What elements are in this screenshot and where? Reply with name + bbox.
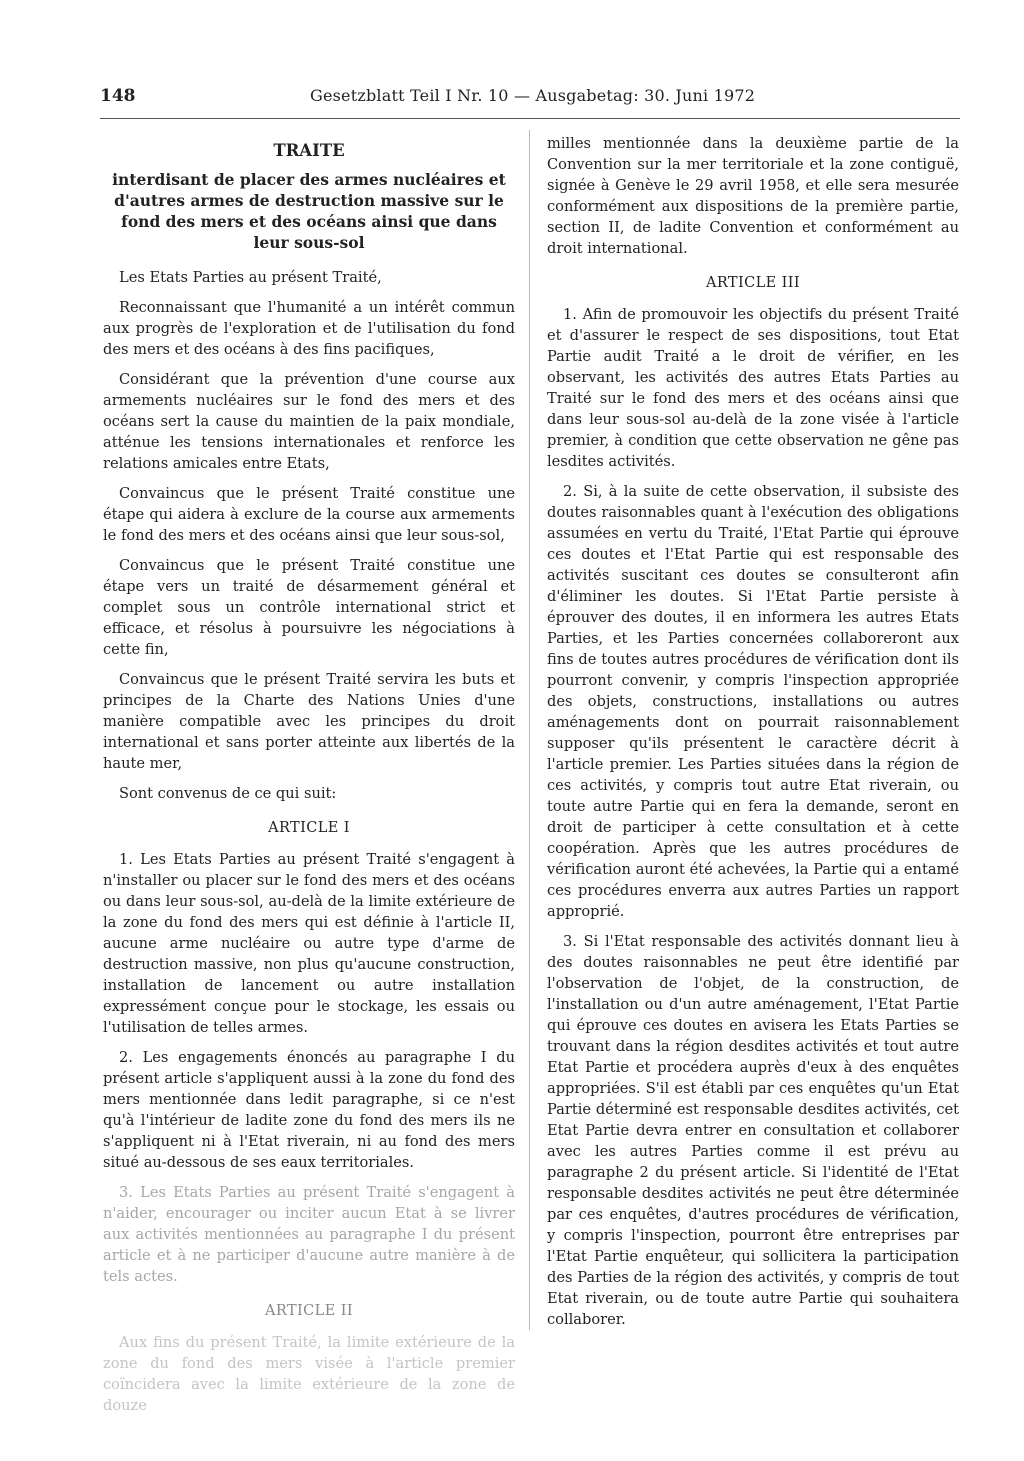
preamble-paragraph: Reconnaissant que l'humanité a un intérêt commun aux progrès de l'exploration et de l'utilisation du fond des mers et des océans à des fins pacifiques,: [103, 299, 515, 358]
right-column: [547, 133, 959, 1339]
agreement-line: Sont convenus de ce qui suit:: [119, 785, 337, 802]
preamble-intro: Les Etats Parties au présent Traité,: [119, 269, 382, 286]
article-heading: ARTICLE I: [268, 820, 350, 836]
running-head: Gesetzblatt Teil I Nr. 10 — Ausgabetag: 30. Juni 1972: [310, 86, 756, 105]
treaty-title: TRAITE: [273, 141, 345, 160]
article-paragraph: 1. Afin de promouvoir les objectifs du présent Traité et d'assurer le respect de ses dispositions, tout Etat Partie audit Traité a le droit de vérifier, en les observant, les activités des autres Etats Parties au Traité sur le fond des mers et des océans ainsi que dans leur sous-sol au-delà de la zone visée à l'article premier, à condition que cette observation ne gêne pas lesdites activités.: [547, 306, 959, 470]
article-paragraph: Aux fins du présent Traité, la limite extérieure de la zone du fond des mers visée à l'article premier coïncidera avec la limite extérieure de la zone de douze: [103, 1334, 515, 1414]
article-heading: ARTICLE II: [265, 1303, 353, 1319]
article-heading: ARTICLE III: [705, 275, 801, 291]
page-header: [100, 86, 960, 112]
preamble-paragraph: Convaincus que le présent Traité constitue une étape qui aidera à exclure de la course aux armements le fond des mers et des océans ainsi que leur sous-sol,: [103, 485, 515, 544]
article-paragraph: 3. Si l'Etat responsable des activités donnant lieu à des doutes raisonnables ne peut être identifié par l'observation de l'objet, de la construction, de l'installation ou d'un autre aménagement, l'Etat Partie qui éprouve ces doutes en avisera les Etats Parties se trouvant dans la région desdites activités et tout autre Etat Partie et procédera auprès d'eux à des enquêtes appropriées. S'il est établi par ces enquêtes qu'un Etat Partie déterminé est responsable desdites activités, cet Etat Partie devra entrer en consultation et collaborer avec les autres Parties comme il est prévu au paragraphe 2 du présent article. Si l'identité de l'Etat responsable desdites activités ne peut être déterminée par ces enquêtes, d'autres procédures de vérification, y compris l'inspection, pourront être entreprises par l'Etat Partie enquêteur, qui sollicitera la participation des Parties de la région des activités, y compris de tout Etat riverain, ou de toute autre Partie qui souhaitera collaborer.: [547, 933, 959, 1328]
header-rule: [100, 118, 960, 119]
column-divider: [529, 130, 530, 1330]
continued-paragraph: milles mentionnée dans la deuxième partie de la Convention sur la mer territoriale et la zone contiguë, signée à Genève le 29 avril 1958, et elle sera mesurée conformément aux dispositions de la première partie, section II, de ladite Convention et conformément au droit international.: [547, 135, 959, 257]
article-paragraph: 2. Les engagements énoncés au paragraphe I du présent article s'appliquent aussi à la zone du fond des mers mentionnée dans ledit paragraphe, si ce n'est qu'à l'intérieur de ladite zone du fond des mers ils ne s'appliquent ni à l'Etat riverain, ni au fond des mers situé au-dessous de ses eaux territoriales.: [103, 1049, 515, 1171]
treaty-subtitle: interdisant de placer des armes nucléaires et d'autres armes de destruction massive sur le fond des mers et des océans ainsi que dans leur sous-sol: [112, 170, 506, 252]
page-number: 148: [100, 86, 136, 106]
preamble-paragraph: Considérant que la prévention d'une course aux armements nucléaires sur le fond des mers et des océans sert la cause du maintien de la paix mondiale, atténue les tensions internationales et renforce les relations amicales entre Etats,: [103, 371, 515, 472]
preamble-paragraph: Convaincus que le présent Traité servira les buts et principes de la Charte des Nations Unies d'une manière compatible avec les principes du droit international et sans porter atteinte aux libertés de la haute mer,: [103, 671, 515, 772]
preamble-paragraph: Convaincus que le présent Traité constitue une étape vers un traité de désarmement général et complet sous un contrôle international strict et efficace, et résolus à poursuivre les négociations à cette fin,: [103, 557, 515, 658]
left-column: [103, 140, 515, 1425]
article-paragraph: 3. Les Etats Parties au présent Traité s'engagent à n'aider, encourager ou inciter aucun Etat à se livrer aux activités mentionnées au paragraphe I du présent article et à ne participer d'aucune autre manière à de tels actes.: [103, 1184, 515, 1285]
article-paragraph: 1. Les Etats Parties au présent Traité s'engagent à n'installer ou placer sur le fond des mers et des océans ou dans leur sous-sol, au-delà de la limite extérieure de la zone du fond des mers qui est définie à l'article II, aucune arme nucléaire ou autre type d'arme de destruction massive, non plus qu'aucune construction, installation de lancement ou autre installation expressément conçue pour le stockage, les essais ou l'utilisation de telles armes.: [103, 851, 515, 1036]
article-paragraph: 2. Si, à la suite de cette observation, il subsiste des doutes raisonnables quant à l'exécution des obligations assumées en vertu du Traité, l'Etat Partie qui éprouve ces doutes et l'Etat Partie qui est responsable des activités suscitant ces doutes se consulteront afin d'éliminer les doutes. Si l'Etat Partie persiste à éprouver des doutes, il en informera les autres Etats Parties, et les Parties concernées collaboreront aux fins de toutes autres procédures de vérification dont ils pourront convenir, y compris l'inspection appropriée des objets, constructions, installations ou autres aménagements dont on pourrait raisonnablement supposer qu'ils présentent le caractère décrit à l'article premier. Les Parties situées dans la région de ces activités, y compris tout autre Etat riverain, ou toute autre Partie qui en fera la demande, seront en droit de participer à cette consultation et à cette coopération. Après que les autres procédures de vérification auront été achevées, la Partie qui a entamé ces procédures enverra aux autres Parties un rapport approprié.: [547, 483, 959, 920]
